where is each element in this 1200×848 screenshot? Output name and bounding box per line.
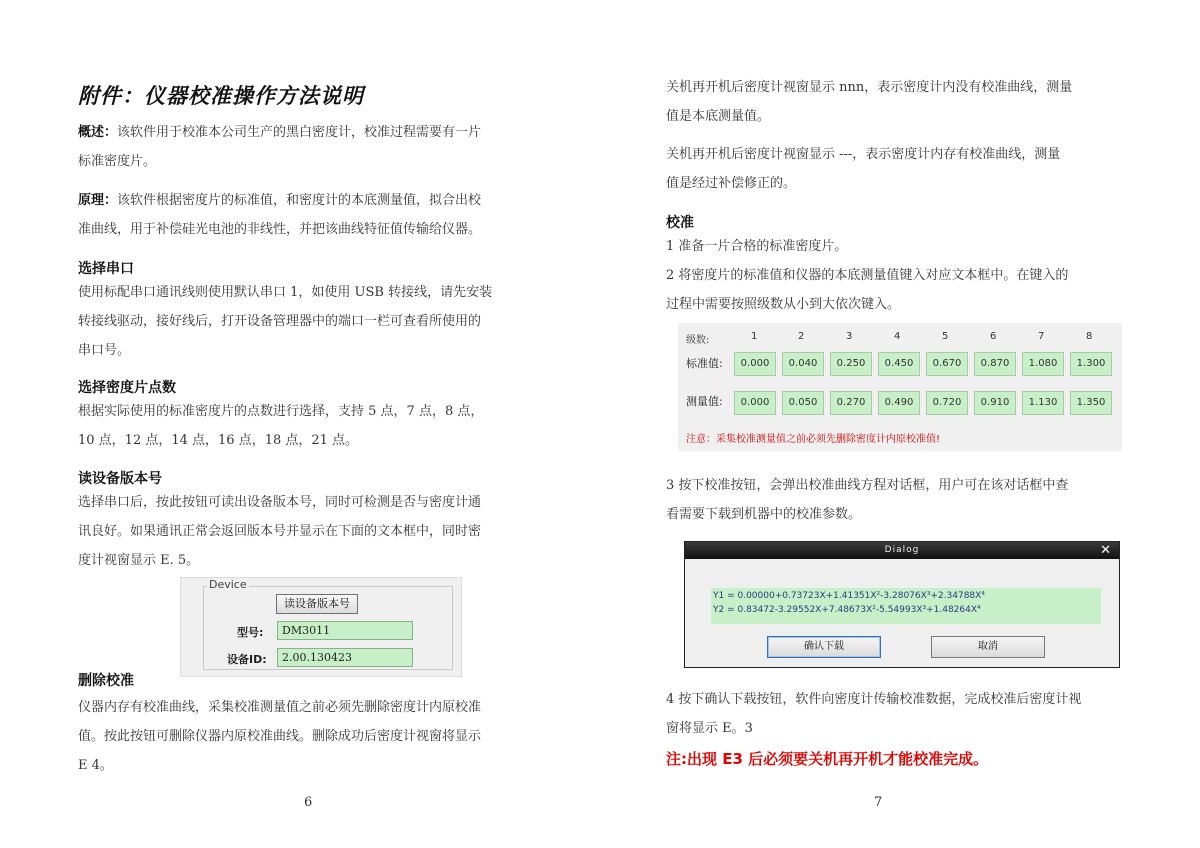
device-id-field[interactable]: 2.00.130423 (277, 648, 413, 667)
step3-text-2: 看需要下载到机器中的校准参数。 (666, 507, 862, 522)
measured-label: 测量值: (686, 395, 723, 408)
serial-heading: 选择串口 (78, 261, 134, 277)
nnn-text-1: 关机再开机后密度计视窗显示 nnn，表示密度计内没有校准曲线，测量 (666, 80, 1073, 95)
measured-value-8[interactable]: 1.350 (1070, 391, 1112, 415)
principle-paragraph (78, 186, 481, 244)
step3-paragraph (666, 471, 1068, 529)
serial-text-3: 串口号。 (78, 343, 131, 358)
delete-paragraph (78, 693, 481, 780)
version-text-2: 讯良好。如果通讯正常会返回版本号并显示在下面的文本框中，同时密 (78, 524, 482, 539)
level-4: 4 (894, 331, 901, 342)
version-text-1: 选择串口后，按此按钮可读出设备版本号，同时可检测是否与密度计通 (78, 495, 482, 510)
level-8: 8 (1086, 331, 1093, 342)
delete-heading: 删除校准 (78, 673, 134, 689)
standard-value-2[interactable]: 0.040 (782, 352, 824, 376)
equation-2: Y2 = 0.83472-3.29552X+7.48673X²-5.54993X³+1.48264X⁴ (713, 605, 981, 615)
calib-heading: 校准 (666, 215, 694, 231)
device-id-label: 设备ID: (227, 653, 267, 666)
level-3: 3 (846, 331, 853, 342)
overview-text-2: 标准密度片。 (78, 154, 157, 169)
model-field[interactable]: DM3011 (277, 621, 413, 640)
version-text-3: 度计视窗显示 E. 5。 (78, 553, 200, 568)
standard-value-6[interactable]: 0.870 (974, 352, 1016, 376)
standard-value-5[interactable]: 0.670 (926, 352, 968, 376)
device-panel-screenshot (180, 577, 462, 677)
calibration-table-screenshot (678, 323, 1122, 451)
overview-paragraph (78, 118, 481, 176)
cancel-button[interactable]: 取消 (931, 636, 1045, 658)
measured-value-6[interactable]: 0.910 (974, 391, 1016, 415)
points-text-2: 10 点，12 点，14 点，16 点，18 点，21 点。 (78, 433, 359, 448)
dialog-title: Dialog (884, 545, 920, 555)
step4-text-1: 4 按下确认下载按钮，软件向密度计传输校准数据，完成校准后密度计视 (666, 692, 1082, 707)
step1-text: 1 准备一片合格的标准密度片。 (666, 239, 848, 254)
level-7: 7 (1038, 331, 1045, 342)
nnn-text-2: 值是本底测量值。 (666, 109, 771, 124)
equation-box (711, 588, 1101, 624)
device-legend: Device (209, 578, 247, 591)
serial-paragraph (78, 278, 492, 365)
page-number-left: 6 (304, 795, 313, 810)
serial-text-1: 使用标配串口通讯线则使用默认串口 1，如使用 USB 转接线，请先安装 (78, 285, 493, 300)
level-6: 6 (990, 331, 997, 342)
step2-text-2: 过程中需要按照级数从小到大依次键入。 (666, 297, 901, 312)
serial-text-2: 转接线驱动，接好线后，打开设备管理器中的端口一栏可查看所使用的 (78, 314, 482, 329)
read-version-button[interactable]: 读设备版本号 (276, 594, 358, 614)
version-heading: 读设备版本号 (78, 471, 162, 487)
delete-text-2: 值。按此按钮可删除仪器内原校准曲线。删除成功后密度计视窗将显示 (78, 729, 482, 744)
steps-1-2 (666, 232, 1068, 319)
step4-text-2: 窗将显示 E。3 (666, 721, 753, 736)
dash-paragraph (666, 140, 1060, 198)
nnn-paragraph (666, 73, 1072, 131)
page-number-right: 7 (874, 795, 883, 810)
step3-text-1: 3 按下校准按钮，会弹出校准曲线方程对话框，用户可在该对话框中查 (666, 478, 1069, 493)
calib-note: 注意：采集校准测量值之前必须先删除密度计内原校准值! (686, 434, 941, 445)
principle-text-1: 该软件根据密度片的标准值，和密度计的本底测量值，拟合出校 (117, 193, 482, 208)
measured-value-7[interactable]: 1.130 (1022, 391, 1064, 415)
measured-value-3[interactable]: 0.270 (830, 391, 872, 415)
level-5: 5 (942, 331, 949, 342)
page-title: 附件：仪器校准操作方法说明 (78, 83, 364, 108)
points-text-1: 根据实际使用的标准密度片的点数进行选择，支持 5 点，7 点，8 点， (78, 404, 484, 419)
model-label: 型号: (237, 626, 264, 639)
warning-text: 注:出现 E3 后必须要关机再开机才能校准完成。 (666, 750, 989, 768)
calibration-dialog-screenshot (684, 541, 1120, 668)
principle-label: 原理： (78, 193, 118, 208)
dialog-titlebar (685, 542, 1119, 559)
step2-text-1: 2 将密度片的标准值和仪器的本底测量值键入对应文本框中。在键入的 (666, 268, 1069, 283)
measured-value-2[interactable]: 0.050 (782, 391, 824, 415)
dash-text-1: 关机再开机后密度计视窗显示 ---，表示密度计内存有校准曲线，测量 (666, 147, 1061, 162)
step4-paragraph (666, 685, 1081, 743)
measured-value-4[interactable]: 0.490 (878, 391, 920, 415)
delete-text-3: E 4。 (78, 758, 113, 773)
principle-text-2: 准曲线，用于补偿硅光电池的非线性，并把该曲线特征值传输给仪器。 (78, 222, 482, 237)
confirm-download-button[interactable]: 确认下载 (767, 636, 881, 658)
standard-value-3[interactable]: 0.250 (830, 352, 872, 376)
standard-value-4[interactable]: 0.450 (878, 352, 920, 376)
standard-label: 标准值: (686, 357, 723, 370)
measured-value-1[interactable]: 0.000 (734, 391, 776, 415)
standard-value-1[interactable]: 0.000 (734, 352, 776, 376)
overview-text-1: 该软件用于校准本公司生产的黑白密度计，校准过程需要有一片 (117, 125, 482, 140)
standard-value-7[interactable]: 1.080 (1022, 352, 1064, 376)
overview-label: 概述： (78, 125, 118, 140)
level-1: 1 (751, 331, 758, 342)
points-heading: 选择密度片点数 (78, 380, 176, 396)
standard-value-8[interactable]: 1.300 (1070, 352, 1112, 376)
dash-text-2: 值是经过补偿修正的。 (666, 176, 797, 191)
level-2: 2 (798, 331, 805, 342)
equation-1: Y1 = 0.00000+0.73723X+1.41351X²-3.28076X³+2.34788X⁴ (713, 591, 985, 601)
measured-value-5[interactable]: 0.720 (926, 391, 968, 415)
close-icon[interactable]: ✕ (1100, 543, 1111, 558)
version-paragraph (78, 488, 481, 575)
points-paragraph (78, 397, 483, 455)
delete-text-1: 仪器内存有校准曲线，采集校准测量值之前必须先删除密度计内原校准 (78, 700, 482, 715)
level-label: 级数: (686, 335, 710, 346)
